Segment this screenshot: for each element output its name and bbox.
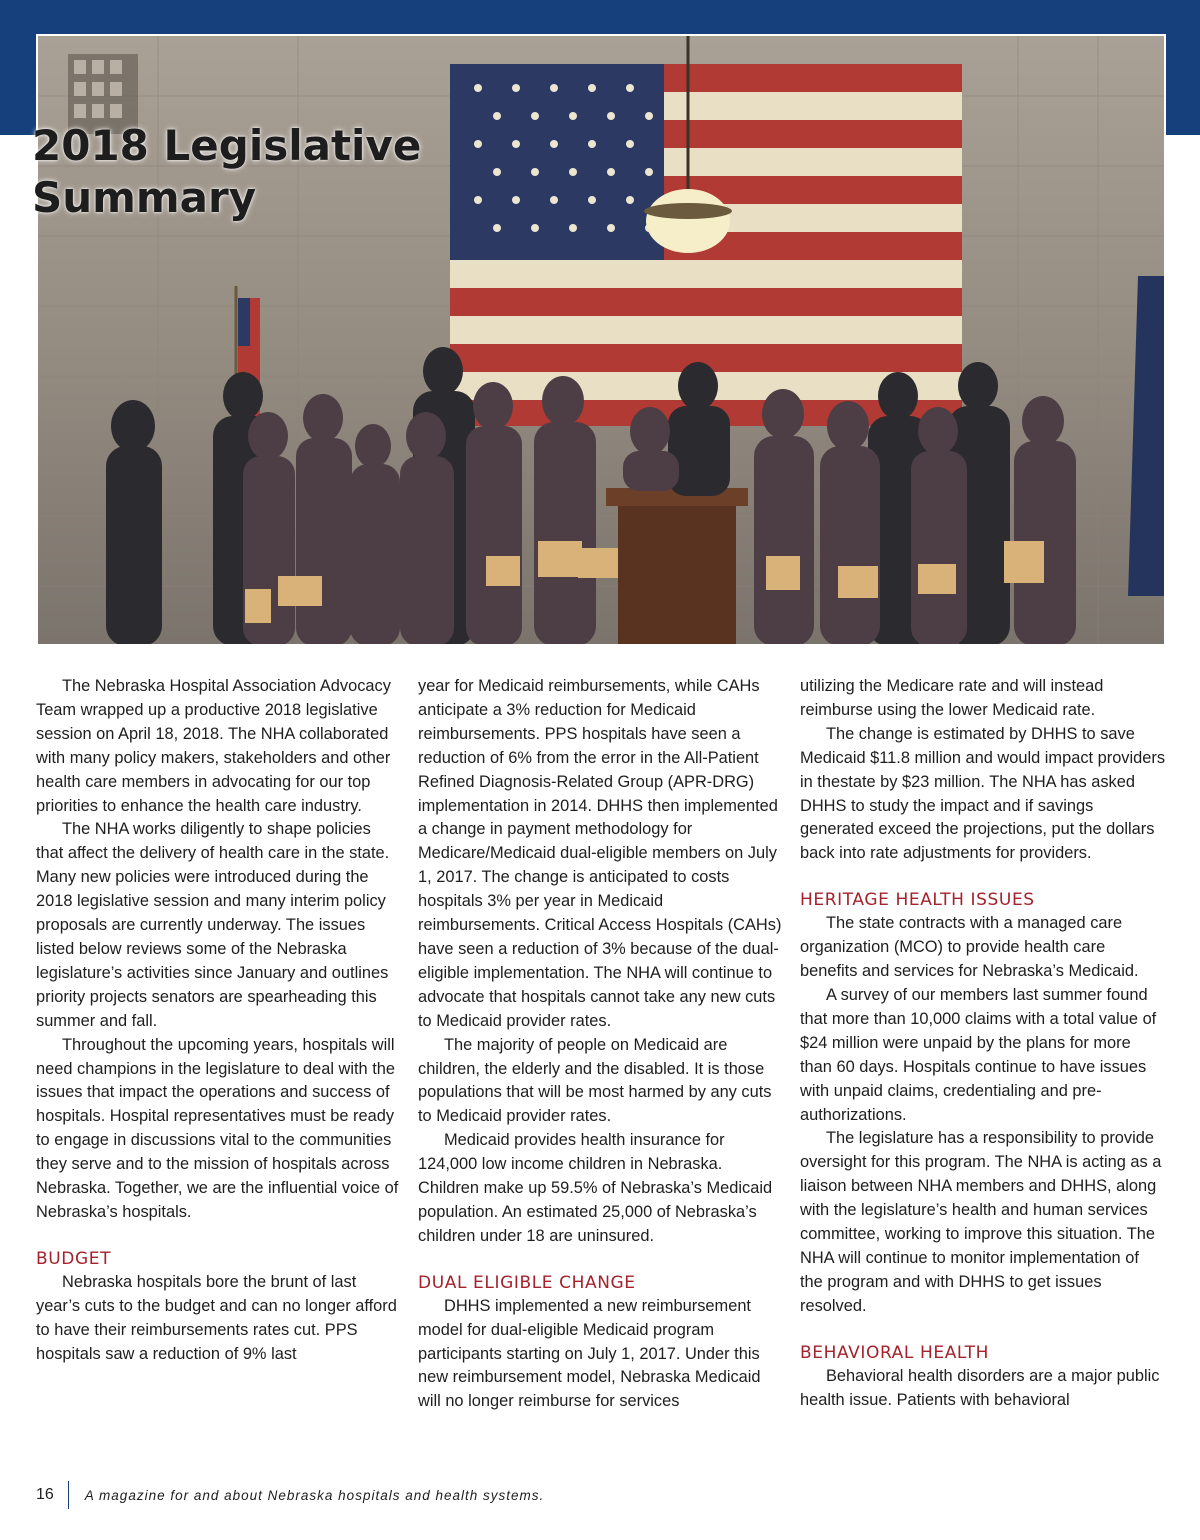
footer-tagline: A magazine for and about Nebraska hospitals and health systems. <box>84 1487 545 1503</box>
article-body <box>36 675 1166 1445</box>
page-footer <box>36 1481 544 1509</box>
page-title: 2018 Legislative Summary <box>32 121 422 222</box>
page-number: 16 <box>36 1486 54 1503</box>
paragraph: The Nebraska Hospital Association Advocacy Team wrapped up a productive 2018 legislative session on April 18, 2018. The NHA collaborated with many policy makers, stakeholders and other health care members in advocating for our top priorities to enhance the health care industry. <box>36 677 391 815</box>
article-column-2 <box>418 675 784 1445</box>
paragraph: The legislature has a responsibility to provide oversight for this program. The NHA is acting as a liaison between NHA members and DHHS, along with the legislature’s health and human services committee, working to improve this situation. The NHA will continue to monitor implementation of the program and with DHHS to get issues resolved. <box>800 1129 1162 1315</box>
article-column-1 <box>36 675 402 1445</box>
article-column-3 <box>800 675 1166 1445</box>
paragraph: The state contracts with a managed care organization (MCO) to provide health care benefits and services for Nebraska’s Medicaid. <box>800 914 1139 981</box>
paragraph: year for Medicaid reimbursements, while CAHs anticipate a 3% reduction for Medicaid reimbursements. PPS hospitals have seen a reduction of 6% from the error in the All-Patient Refined Diagnosis-Related Group (APR-DRG) implementation in 2014. DHHS then implemented a change in payment methodology for Medicare/Medicaid dual-eligible members on July 1, 2017. The change is anticipated to costs hospitals 3% per year in Medicaid reimbursements. Critical Access Hospitals (CAHs) have seen a reduction of 3% because of the dual-eligible implementation. The NHA will continue to advocate that hospitals cannot take any new cuts to Medicaid provider rates. <box>418 677 782 1030</box>
section-heading-behavioral-health: BEHAVIORAL HEALTH <box>800 1342 990 1363</box>
paragraph: The NHA works diligently to shape policies that affect the delivery of health care in the state. Many new policies were introduced during the 2018 legislative session and many interim policy proposals are currently underway. The issues listed below reviews some of the Nebraska legislature’s activities since January and outlines priority projects senators are spearheading this summer and fall. <box>36 820 390 1030</box>
paragraph: Nebraska hospitals bore the brunt of last year’s cuts to the budget and can no longer afford to have their reimbursements rates cut. PPS hospitals saw a reduction of 9% last <box>36 1272 397 1363</box>
paragraph: Throughout the upcoming years, hospitals will need champions in the legislature to deal with the issues that impact the operations and success of hospitals. Hospital representatives must be ready to engage in discussions vital to the communities they serve and to the mission of hospitals across Nebraska. Together, we are the influential voice of Nebraska’s hospitals. <box>36 1035 399 1221</box>
paragraph: A survey of our members last summer found that more than 10,000 claims with a total value of $24 million were unpaid by the plans for more than 60 days. Hospitals continue to have issues with unpaid claims, credentialing and pre-authorizations. <box>800 985 1157 1124</box>
section-heading-dual-eligible: DUAL ELIGIBLE CHANGE <box>418 1272 636 1293</box>
paragraph: Behavioral health disorders are a major public health issue. Patients with behavioral <box>800 1366 1160 1409</box>
paragraph: The change is estimated by DHHS to save Medicaid $11.8 million and would impact providers in thestate by $23 million. The NHA has asked DHHS to study the impact and if savings generated exceed the projections, put the dollars back into rate adjustments for providers. <box>800 724 1166 863</box>
paragraph: DHHS implemented a new reimbursement model for dual-eligible Medicaid program participants starting on July 1, 2017. Under this new reimbursement model, Nebraska Medicaid will no longer reimburse for services <box>418 1296 761 1411</box>
section-heading-budget: BUDGET <box>36 1248 112 1269</box>
paragraph: Medicaid provides health insurance for 124,000 low income children in Nebraska. Children make up 59.5% of Nebraska’s Medicaid population. An estimated 25,000 of Nebraska’s children under 18 are uninsured. <box>418 1131 773 1245</box>
paragraph: utilizing the Medicare rate and will instead reimburse using the lower Medicaid rate. <box>800 677 1104 719</box>
footer-divider <box>68 1481 69 1509</box>
section-heading-heritage-health: HERITAGE HEALTH ISSUES <box>800 890 1035 911</box>
paragraph: The majority of people on Medicaid are children, the elderly and the disabled. It is those populations that will be most harmed by any cuts to Medicaid provider rates. <box>418 1035 772 1126</box>
